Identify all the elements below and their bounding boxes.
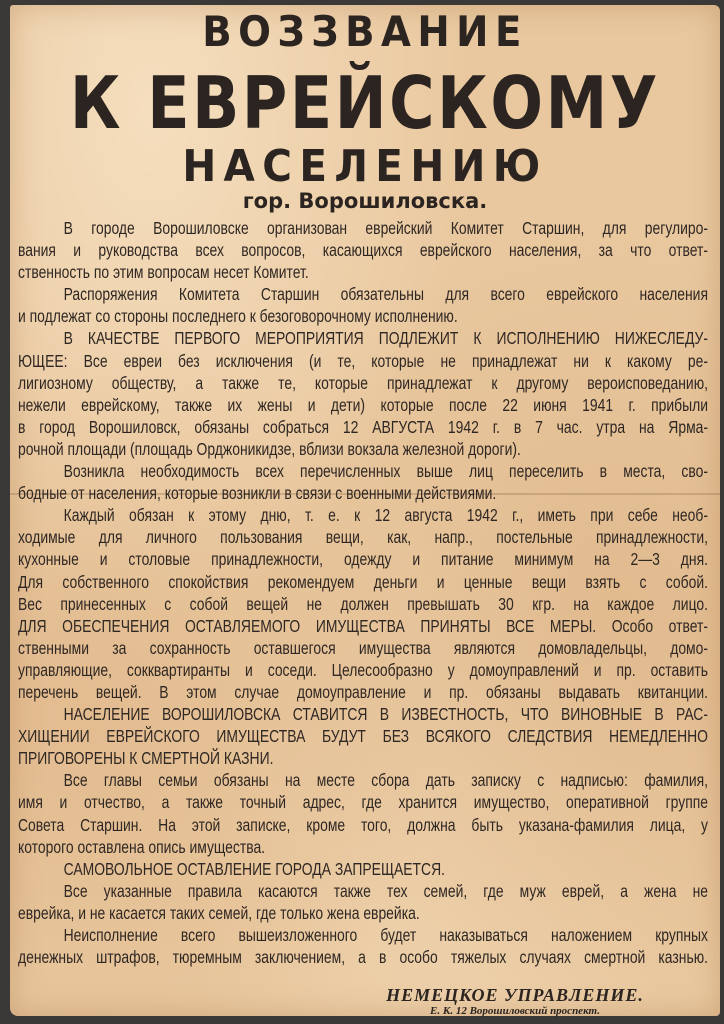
text-line: Вес принесенных с собой вещей не должен превышать 30 кгр. на каждое лицо. [18, 593, 708, 614]
text-line: Неисполнение всего вышеизложенного будет наказываться наложением крупных [63, 925, 709, 945]
text-line: Возникла необходимость всех перечисленных выше лиц переселить в места, сво- [63, 461, 709, 482]
text-line: управляющие, сокквартиранты и соседи. Целесообразно у домоуправлений и пр. оставить [18, 659, 708, 680]
text-line: которого оставлена опись имущества. [18, 836, 266, 857]
proclamation-body [18, 217, 708, 968]
text-line: перечень вещей. В этом случае домоуправление и пр. обязаны выдавать квитанции. [18, 681, 708, 702]
text-line: денежных штрафов, тюремным заключением, а в особо тяжелых случаях смертной казнью. [18, 947, 708, 968]
text-line: Распоряжения Комитета Старшин обязательны для всего еврейского населения [63, 284, 709, 305]
text-line: ХИЩЕНИИ ЕВРЕЙСКОГО ИМУЩЕСТВА БУДУТ БЕЗ ВСЯКОГО СЛЕДСТВИЯ НЕМЕДЛЕННО [18, 726, 708, 747]
text-line: Совета Старшин. На этой записке, кроме того, должна быть указана-фамилия лица, у [18, 814, 708, 835]
signature: НЕМЕЦКОЕ УПРАВЛЕНИЕ. [386, 985, 644, 1005]
text-line: рочной площади (площадь Орджоникидзе, вблизи вокзала железной дороги). [18, 438, 521, 459]
text-line: еврейка, и не касается таких семей, где только жена еврейка. [18, 902, 420, 923]
text-line: Для собственного спокойствия рекомендуем деньги и ценные вещи взять с собой. [18, 571, 708, 592]
subtitle-city: гор. Ворошиловска. [242, 189, 488, 213]
text-line: Каждый обязан к этому дню, т. е. к 12 августа 1942 г., иметь при себе необ- [63, 505, 709, 526]
text-line: ственность по этим вопросам несет Комитет. [18, 262, 309, 283]
text-line: вания и руководства всех вопросов, касающихся еврейского населения, за что ответ- [18, 240, 708, 261]
text-line: НАСЕЛЕНИЕ ВОРОШИЛОВСКА СТАВИТСЯ В ИЗВЕСТНОСТЬ, ЧТО ВИНОВНЫЕ В РАС- [63, 704, 709, 725]
text-line: в город Ворошиловск, обязаны собраться 12 АВГУСТА 1942 г. в 7 час. утра на Ярма- [18, 416, 708, 437]
text-line: ЮЩЕЕ: Все евреи без исключения (и те, которые не принадлежат ни к какому ре- [18, 350, 708, 371]
text-line: имя и отчество, а также точный адрес, где хранится имущество, оперативной группе [18, 792, 708, 813]
text-line: ДЛЯ ОБЕСПЕЧЕНИЯ ОСТАВЛЯЕМОГО ИМУЩЕСТВА ПРИНЯТЫ ВСЕ МЕРЫ. Особо ответ- [18, 615, 708, 636]
title-line-3: НАСЕЛЕНИЮ [182, 141, 548, 192]
text-line: В городе Ворошиловске организован еврейский Комитет Старшин, для регулиро- [63, 218, 709, 238]
text-line: кухонные и столовые принадлежности, одежду и питание минимум на 2—3 дня. [18, 549, 708, 570]
text-line: ПРИГОВОРЕНЫ К СМЕРТНОЙ КАЗНИ. [18, 748, 274, 769]
title-line-1: ВОЗЗВАНИЕ [202, 7, 528, 56]
text-line: нежели еврейскому, также их жены и дети) которые после 22 июня 1941 г. прибыли [18, 394, 708, 415]
text-line: бодные от населения, которые возникли в связи с военными действиями. [18, 483, 497, 504]
text-line: ходимые для личного пользования вещи, как, напр., постельные принадлежности, [18, 527, 708, 548]
text-line: лигиозному обществу, а также те, которые принадлежат к другому вероисповеданию, [18, 372, 708, 393]
text-line: Все указанные правила касаются также тех семей, где муж еврей, а жена не [63, 880, 709, 901]
title-line-2: К ЕВРЕЙСКОМУ [69, 61, 661, 145]
text-line: САМОВОЛЬНОЕ ОСТАВЛЕНИЕ ГОРОДА ЗАПРЕЩАЕТСЯ. [63, 858, 446, 879]
text-line: и подлежат со стороны последнего к безоговорочному исполнению. [18, 306, 458, 327]
text-line: Все главы семьи обязаны на месте сбора дать записку с надписью: фамилия, [63, 770, 709, 791]
poster-sheet [10, 5, 720, 1016]
printer-imprint: Е. К. 12 Ворошиловский проспект. [430, 1005, 600, 1017]
text-line: В КАЧЕСТВЕ ПЕРВОГО МЕРОПРИЯТИЯ ПОДЛЕЖИТ К ИСПОЛНЕНИЮ НИЖЕСЛЕДУ- [63, 328, 709, 349]
text-line: ственными за сохранность оставшегося имущества являются домовладельцы, домо- [18, 637, 708, 658]
